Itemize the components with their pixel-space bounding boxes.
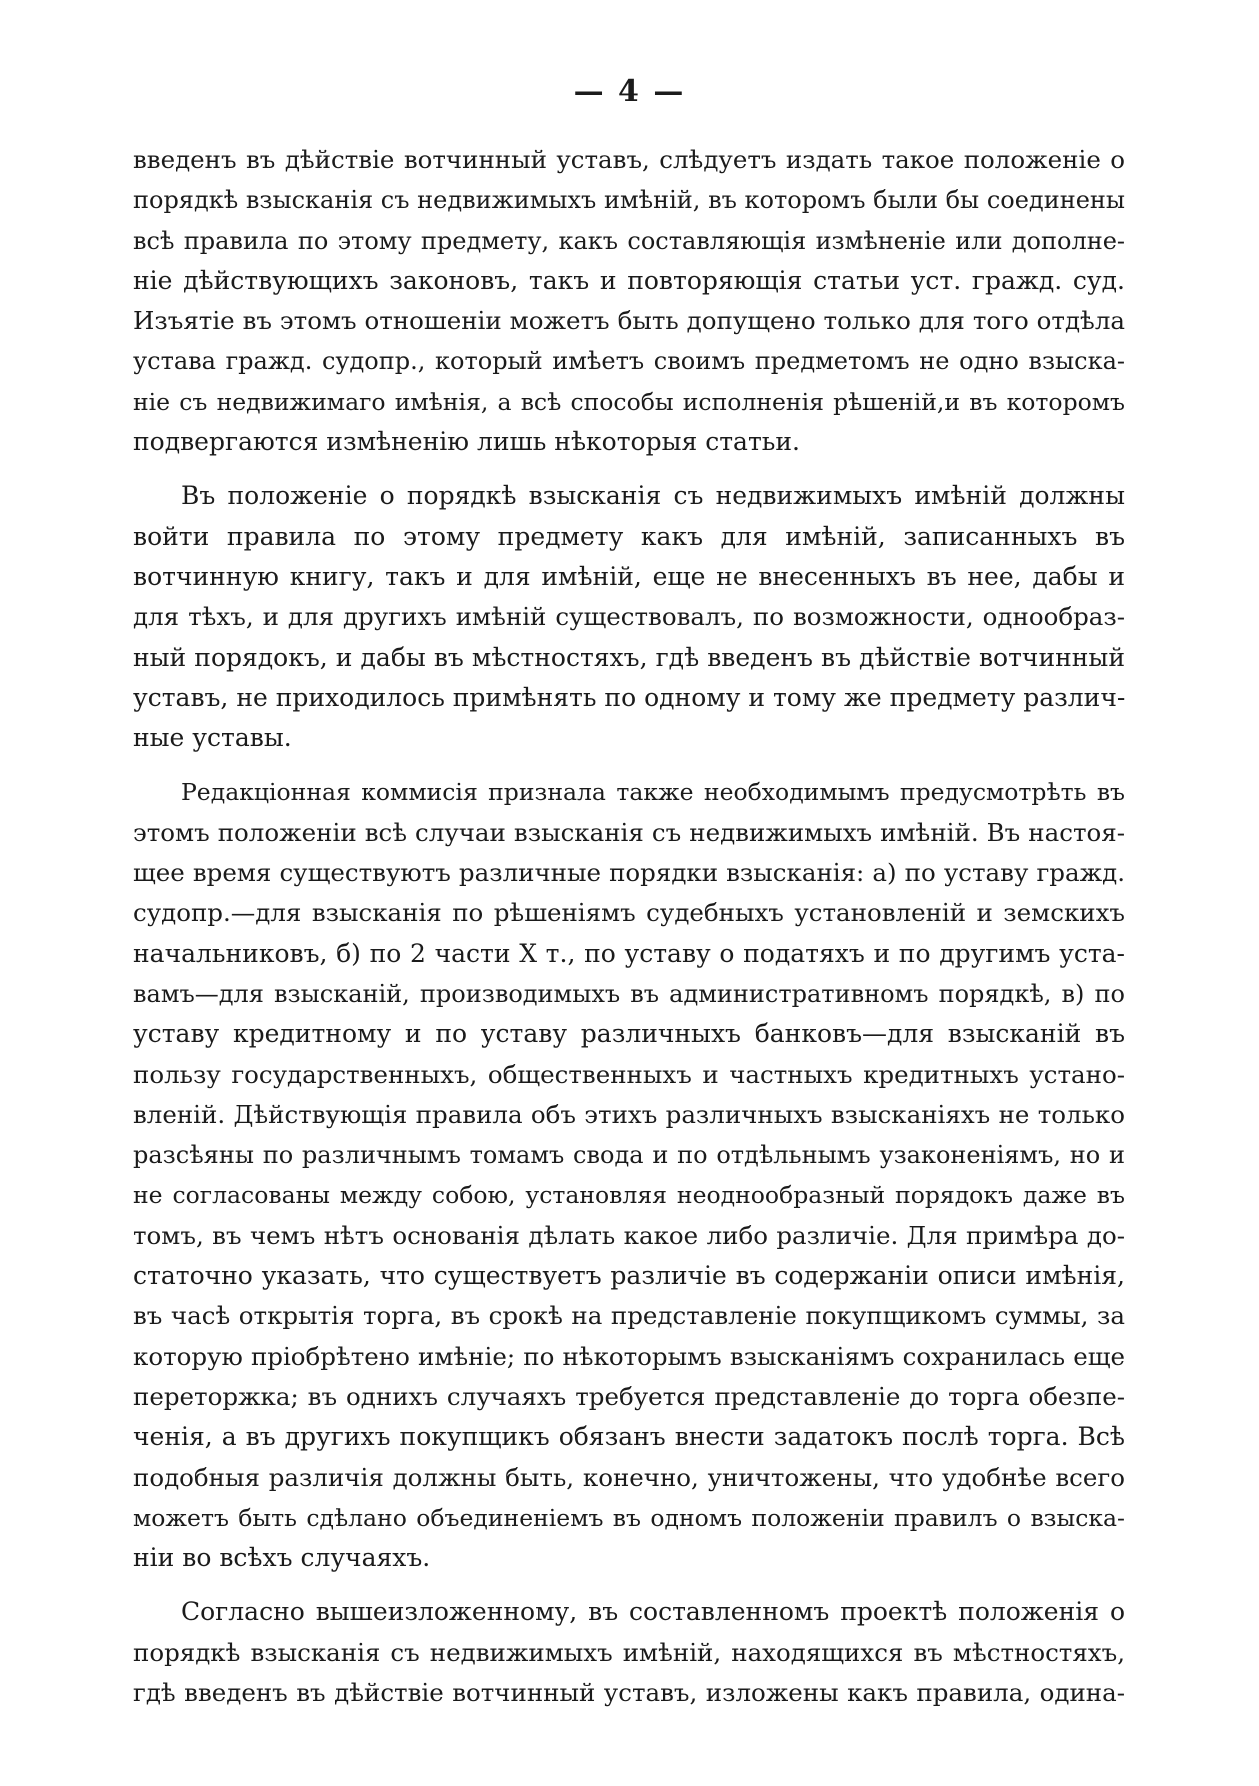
text-line: порядкѣ взысканія съ недвижимыхъ имѣній, въ которомъ были бы соединены xyxy=(133,186,1125,215)
text-line: всѣ правила по этому предмету, какъ составляющія измѣненіе или дополне- xyxy=(133,226,1125,255)
text-line: для тѣхъ, и для другихъ имѣній существовалъ, по возможности, однообраз- xyxy=(133,602,1125,632)
text-line: войти правила по этому предмету какъ для имѣній, записанныхъ въ xyxy=(133,521,1125,551)
text-line: гдѣ введенъ въ дѣйствіе вотчинный уставъ, изложены какъ правила, одина- xyxy=(133,1677,1125,1707)
page-number: — 4 — xyxy=(573,74,686,109)
text-line: пользу государственныхъ, общественныхъ и частныхъ кредитныхъ устано- xyxy=(133,1059,1125,1089)
text-line: этомъ положеніи всѣ случаи взысканія съ недвижимыхъ имѣній. Въ настоя- xyxy=(133,817,1125,847)
text-line: не согласованы между собою, установляя неоднообразный порядокъ даже въ xyxy=(133,1181,1125,1210)
text-line: Изъятіе въ этомъ отношеніи можетъ быть допущено только для того отдѣла xyxy=(133,306,1125,336)
text-line: ный порядокъ, и дабы въ мѣстностяхъ, гдѣ введенъ въ дѣйствіе вотчинный xyxy=(133,642,1125,672)
text-line: уставъ, не приходилось примѣнять по одному и тому же предмету различ- xyxy=(133,682,1125,712)
text-line: ніи во всѣхъ случаяхъ. xyxy=(133,1543,431,1573)
text-line: уставу кредитному и по уставу различныхъ банковъ—для взысканій въ xyxy=(133,1019,1125,1049)
text-line: порядкѣ взысканія съ недвижимыхъ имѣній, находящихся въ мѣстностяхъ, xyxy=(133,1637,1125,1667)
text-line: разсѣяны по различнымъ томамъ свода и по отдѣльнымъ узаконеніямъ, но и xyxy=(133,1141,1125,1170)
text-line: ченія, а въ другихъ покупщикъ обязанъ внести задатокъ послѣ торга. Всѣ xyxy=(133,1422,1125,1452)
text-line: ніе дѣйствующихъ законовъ, такъ и повторяющія статьи уст. гражд. суд. xyxy=(133,265,1125,295)
text-line: Въ положеніе о порядкѣ взысканія съ недвижимыхъ имѣній должны xyxy=(181,481,1125,511)
text-line: введенъ въ дѣйствіе вотчинный уставъ, слѣдуетъ издать такое положеніе о xyxy=(133,145,1125,174)
text-line: которую пріобрѣтено имѣніе; по нѣкоторымъ взысканіямъ сохранилась еще xyxy=(133,1341,1125,1371)
text-line: судопр.—для взысканія по рѣшеніямъ судебныхъ установленій и земскихъ xyxy=(133,898,1125,928)
text-line: въ часѣ открытія торга, въ срокѣ на представленіе покупщикомъ суммы, за xyxy=(133,1301,1125,1331)
text-line: подвергаются измѣненію лишь нѣкоторыя статьи. xyxy=(133,427,800,457)
text-line: томъ, въ чемъ нѣтъ основанія дѣлать какое либо различіе. Для примѣра до- xyxy=(133,1220,1125,1250)
text-line: Согласно вышеизложенному, въ составленномъ проектѣ положенія о xyxy=(181,1597,1125,1627)
text-line: вленій. Дѣйствующія правила объ этихъ различныхъ взысканіяхъ не только xyxy=(133,1099,1125,1129)
text-line: начальниковъ, б) по 2 части X т., по уставу о податяхъ и по другимъ уста- xyxy=(133,938,1125,968)
body-text xyxy=(133,140,1125,1713)
text-line: переторжка; въ однихъ случаяхъ требуется представленіе до торга обезпе- xyxy=(133,1381,1125,1411)
text-line: статочно указать, что существуетъ различіе въ содержаніи описи имѣнія, xyxy=(133,1261,1125,1291)
text-line: подобныя различія должны быть, конечно, уничтожены, что удобнѣе всего xyxy=(133,1462,1125,1492)
text-line: устава гражд. судопр., который имѣетъ своимъ предметомъ не одно взыска- xyxy=(133,347,1125,376)
text-line: ніе съ недвижимаго имѣнія, а всѣ способы исполненія рѣшеній,и въ которомъ xyxy=(133,387,1125,416)
text-line: можетъ быть сдѣлано объединеніемъ въ одномъ положеніи правилъ о взыска- xyxy=(133,1503,1125,1532)
text-line: вамъ—для взысканій, производимыхъ въ административномъ порядкѣ, в) по xyxy=(133,979,1125,1008)
text-line: Редакціонная коммисія признала также необходимымъ предусмотрѣть въ xyxy=(181,778,1125,807)
text-line: вотчинную книгу, такъ и для имѣній, еще не внесенныхъ въ нее, дабы и xyxy=(133,561,1125,591)
text-line: ные уставы. xyxy=(133,723,292,753)
text-line: щее время существуютъ различные порядки взысканія: а) по уставу гражд. xyxy=(133,858,1125,888)
